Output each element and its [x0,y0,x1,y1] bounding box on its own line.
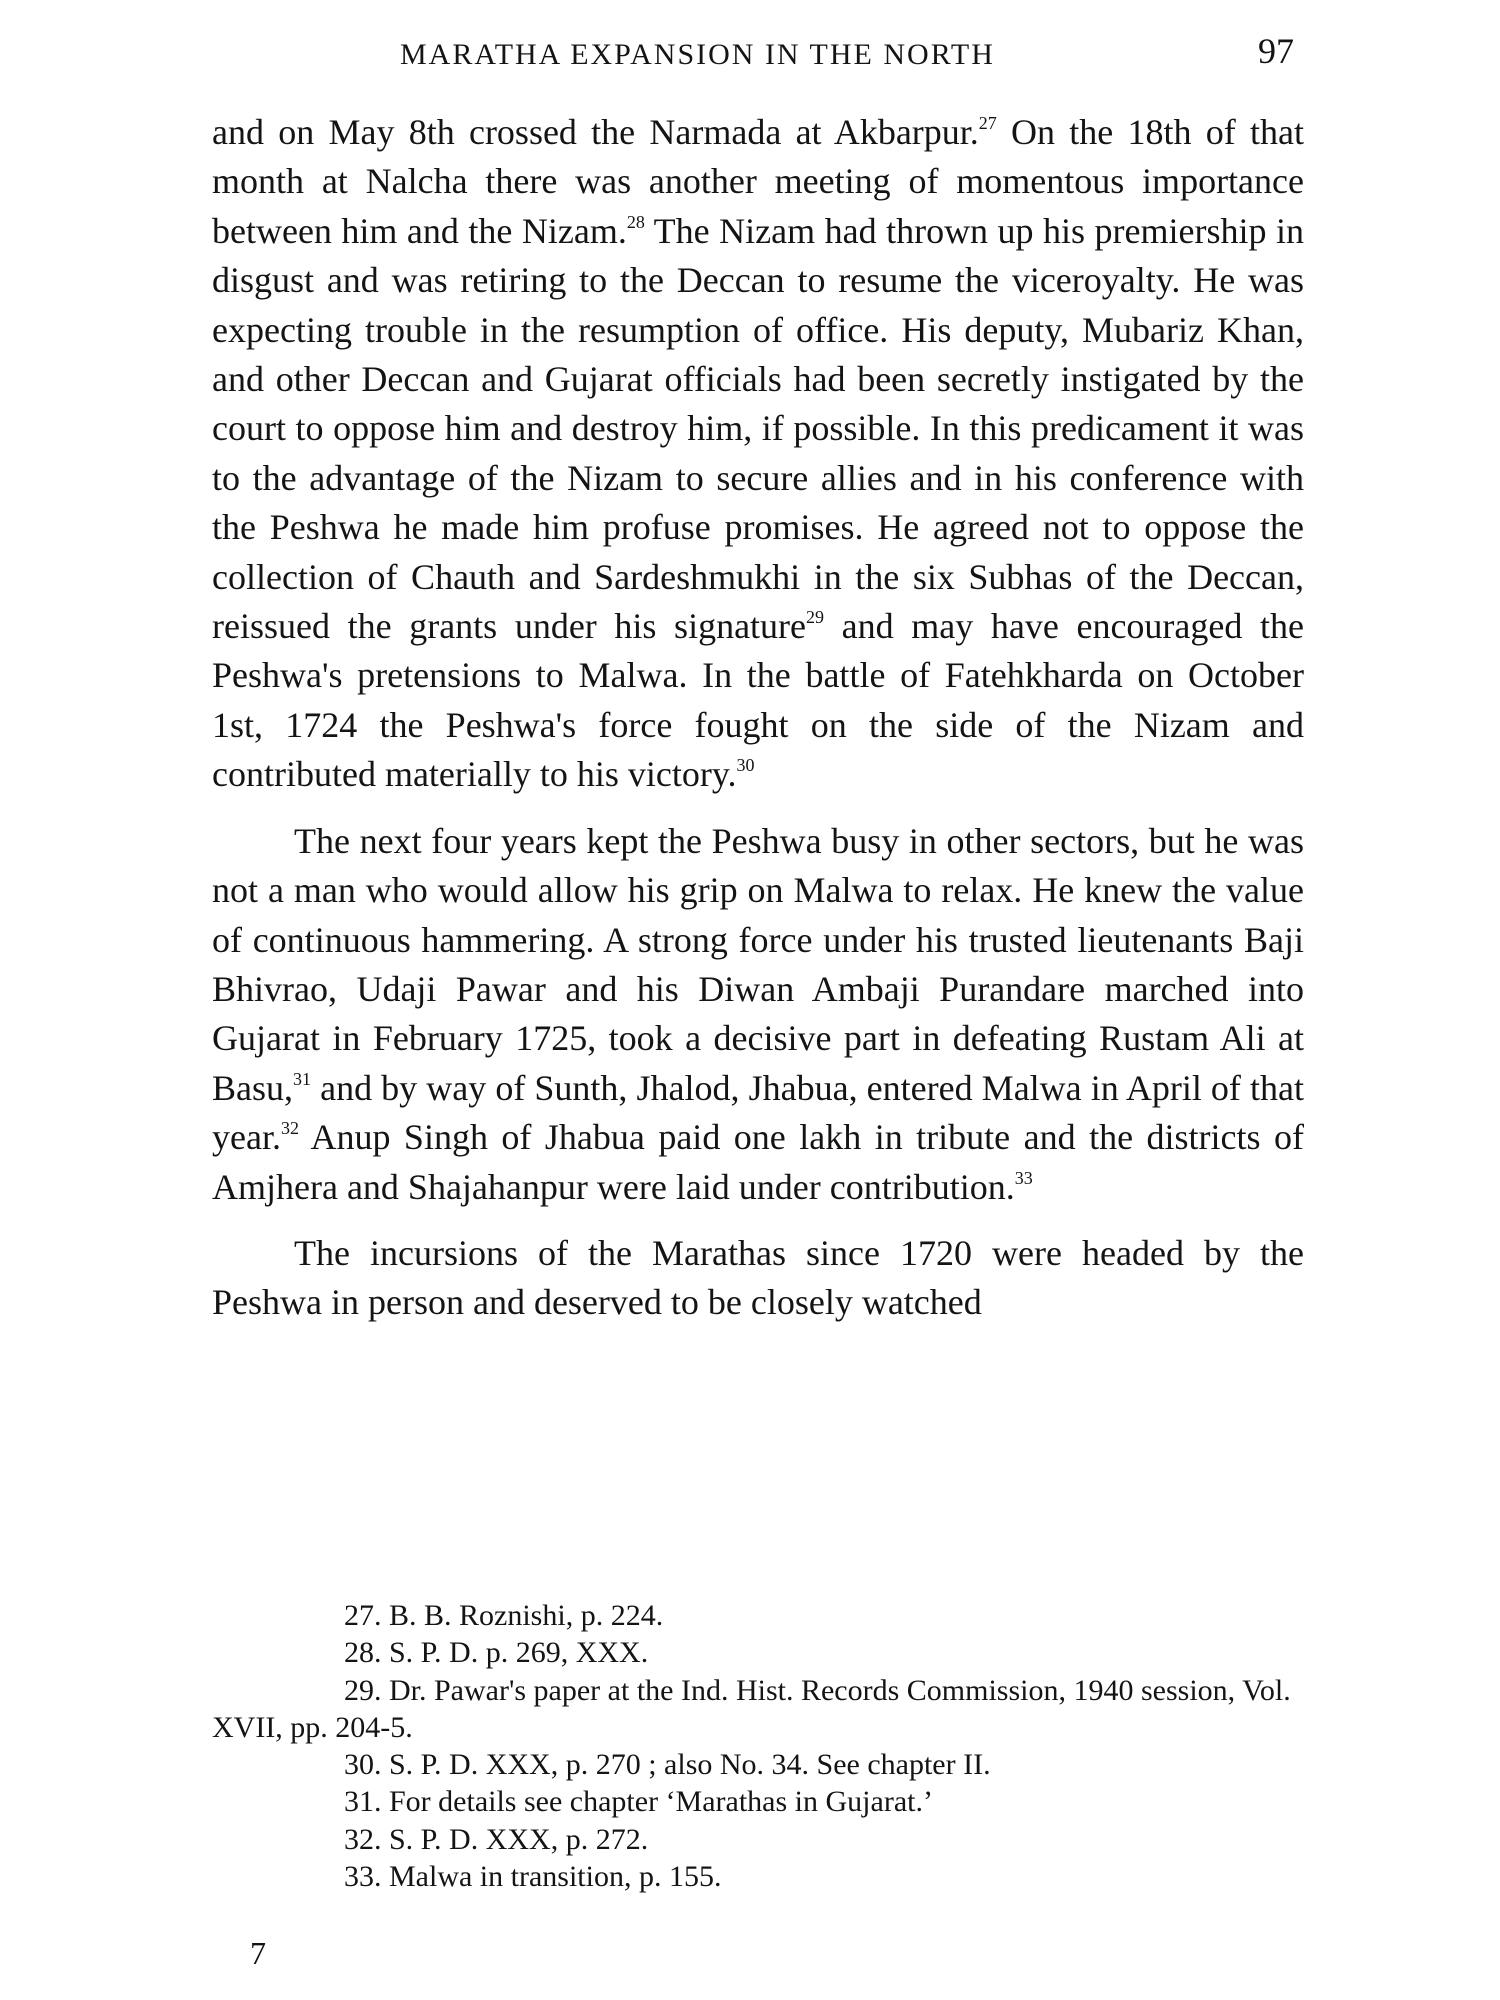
text-run: The next four years kept the Peshwa busy in other sectors, but he was not a man who would allow his grip on Malwa to relax. He knew the value of continuous hammering. A strong force under his trusted lieutenants Baji Bhivrao, Udaji Pawar and his Diwan Ambaji Purandare marched into Gujarat in February 1725, took a decisive part in defeating Rustam Ali at Basu, [212,820,1304,1108]
text-run: The Nizam had thrown up his premiership in disgust and was retiring to the Deccan to resume the viceroyalty. He was expecting trouble in the resumption of office. His deputy, Mubariz Khan, and other Deccan and Gujarat officials had been secretly instigated by the court to oppose him and destroy him, if possible. In this predicament it was to the advantage of the Nizam to secure allies and in his conference with the Peshwa he made him profuse promises. He agreed not to oppose the collection of Chauth and Sardeshmukhi in the six Subhas of the Deccan, reissued the grants under his signature [212,210,1304,647]
footnote-number: 32. [344,1822,382,1856]
footnote [212,1821,1304,1858]
running-head-title: MARATHA EXPANSION IN THE NORTH [400,38,995,71]
page-number: 97 [1258,31,1294,71]
text-run: and may have encouraged the Peshwa's pretensions to Malwa. In the battle of Fatehkharda on October 1st, 1724 the Peshwa's force fought on the side of the Nizam and contributed materially to his victory. [212,606,1304,795]
text-run: and on May 8th crossed the Narmada at Akbarpur. [212,112,979,152]
footnote-marker: 33 [1014,1167,1033,1188]
footnote [212,1672,1304,1747]
footnote [212,1634,1304,1671]
footnote-number: 29. [344,1673,382,1707]
body-text [212,108,1304,1328]
paragraph [212,1229,1304,1328]
text-run: On the 18th of that month at Nalcha there was another meeting of momentous importance between him and the Nizam. [212,112,1304,251]
footnote-marker: 30 [736,755,755,776]
footnote-number: 33. [344,1860,382,1894]
footnote-text: S. P. D. p. 269, XXX. [389,1636,649,1670]
footnote-text: S. P. D. XXX, p. 272. [389,1822,649,1856]
footnote [212,1858,1304,1895]
footnote-number: 27. [344,1599,382,1632]
footnote-text: S. P. D. XXX, p. 270 ; also No. 34. See chapter II. [389,1748,991,1782]
text-run: Anup Singh of Jhabua paid one lakh in tribute and the districts of Amjhera and Shajahanpur were laid under contribution. [212,1117,1304,1207]
signature-mark: 7 [250,1935,266,1971]
footnote-marker: 27 [978,113,997,133]
footnote-text: For details see chapter ‘Marathas in Gujarat.’ [389,1785,933,1819]
paragraph [212,108,1304,800]
text-run: The incursions of the Marathas since 1720 were headed by the Peshwa in person and deserved to be closely watched [212,1232,1304,1323]
footnote-marker: 32 [280,1118,299,1139]
footnote-marker: 28 [626,211,645,232]
footnote-number: 28. [344,1636,382,1670]
footnotes [212,1597,1304,1895]
footnote-number: 30. [344,1748,382,1782]
footnote-text: Malwa in transition, p. 155. [389,1860,722,1894]
footnote-text: Dr. Pawar's paper at the Ind. Hist. Records Commission, 1940 session, Vol. XVII, pp. 204-5. [212,1673,1291,1744]
paragraph [212,817,1304,1212]
footnote-marker: 29 [806,607,825,628]
footnote [212,1746,1304,1783]
footnote-number: 31. [344,1785,382,1819]
footnote [212,1597,1304,1634]
footnote [212,1783,1304,1820]
text-run: and by way of Sunth, Jhalod, Jhabua, entered Malwa in April of that year. [212,1067,1304,1158]
footnote-marker: 31 [293,1068,311,1089]
footnote-text: B. B. Roznishi, p. 224. [389,1599,664,1632]
